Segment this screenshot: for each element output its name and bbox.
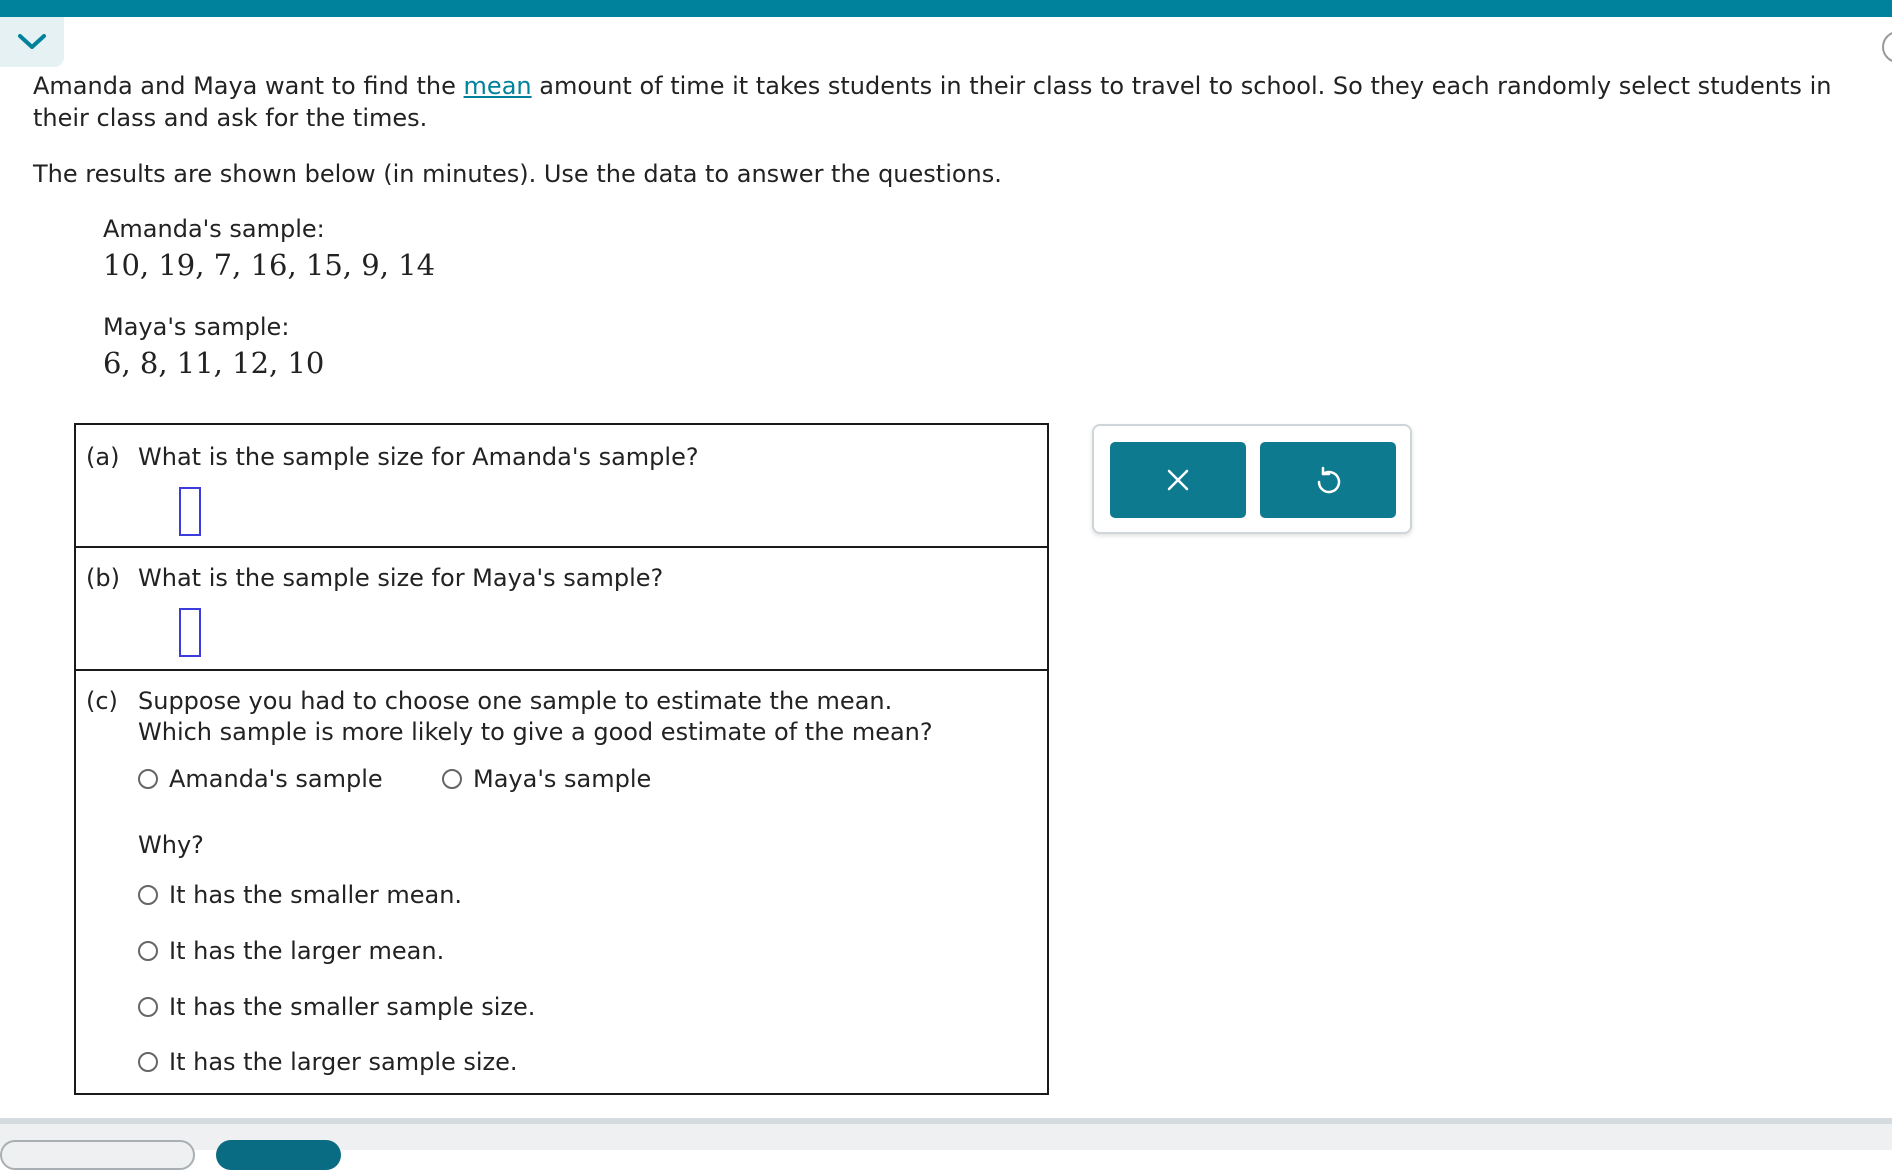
radio-button[interactable]: [138, 941, 158, 961]
chevron-down-icon: [17, 33, 47, 51]
radio-button[interactable]: [442, 769, 462, 789]
reason-option[interactable]: [138, 1048, 518, 1076]
footer-secondary-button[interactable]: [0, 1140, 195, 1170]
question-b-text: What is the sample size for Maya's sample?: [138, 564, 664, 592]
reason-option[interactable]: [138, 937, 444, 965]
maya-sample-label: Maya's sample:: [103, 313, 290, 341]
reason-label: It has the smaller sample size.: [169, 993, 536, 1021]
amanda-sample-values: 10, 19, 7, 16, 15, 9, 14: [103, 248, 436, 282]
radio-button[interactable]: [138, 1052, 158, 1072]
radio-button[interactable]: [138, 769, 158, 789]
collapse-toggle[interactable]: [0, 17, 64, 67]
questions-panel: [74, 423, 1049, 1095]
reason-label: It has the smaller mean.: [169, 881, 463, 909]
mean-link[interactable]: mean: [463, 72, 532, 100]
top-bar: [0, 0, 1892, 17]
option-amanda-sample[interactable]: [138, 765, 383, 793]
why-label: Why?: [138, 831, 204, 859]
question-b-prompt: [86, 562, 663, 594]
prompt-text: Amanda and Maya want to find the: [33, 72, 464, 100]
maya-sample-values: 6, 8, 11, 12, 10: [103, 346, 325, 380]
radio-button[interactable]: [138, 885, 158, 905]
problem-statement: [33, 70, 1863, 190]
prompt-paragraph-1: [33, 70, 1863, 134]
question-b: [76, 548, 1047, 671]
reason-option[interactable]: [138, 881, 462, 909]
option-label: Maya's sample: [473, 765, 652, 793]
question-c-tag: (c): [86, 687, 118, 715]
maya-sample: [103, 311, 324, 383]
prompt-paragraph-2: The results are shown below (in minutes). Use the data to answer the questions.: [33, 160, 1002, 188]
option-maya-sample[interactable]: [442, 765, 651, 793]
radio-button[interactable]: [138, 997, 158, 1017]
question-a: [76, 425, 1047, 548]
answer-toolbar: [1092, 424, 1412, 534]
amanda-sample-label: Amanda's sample:: [103, 215, 325, 243]
undo-button[interactable]: [1260, 442, 1396, 518]
question-c-text-1: Suppose you had to choose one sample to estimate the mean.: [138, 687, 893, 715]
x-icon: [1165, 467, 1191, 493]
question-a-text: What is the sample size for Amanda's sample?: [138, 443, 699, 471]
reason-label: It has the larger sample size.: [169, 1048, 518, 1076]
option-label: Amanda's sample: [169, 765, 383, 793]
help-circle-icon[interactable]: [1882, 31, 1892, 63]
question-a-prompt: [86, 441, 699, 473]
reason-label: It has the larger mean.: [169, 937, 445, 965]
amanda-sample-size-input[interactable]: [179, 487, 201, 536]
question-a-tag: (a): [86, 443, 120, 471]
prompt-text: amount of time it takes students in their class to travel to school. So they each randomly select students in their class and ask for the times.: [33, 72, 1832, 132]
question-c-text-2: Which sample is more likely to give a good estimate of the mean?: [138, 718, 933, 746]
clear-button[interactable]: [1110, 442, 1246, 518]
reason-option[interactable]: [138, 993, 535, 1021]
undo-icon: [1314, 465, 1342, 495]
question-b-tag: (b): [86, 564, 120, 592]
maya-sample-size-input[interactable]: [179, 608, 201, 657]
question-c: [76, 671, 1047, 1093]
amanda-sample: [103, 213, 435, 285]
footer-primary-button[interactable]: [216, 1140, 341, 1170]
question-c-prompt: [86, 685, 892, 717]
